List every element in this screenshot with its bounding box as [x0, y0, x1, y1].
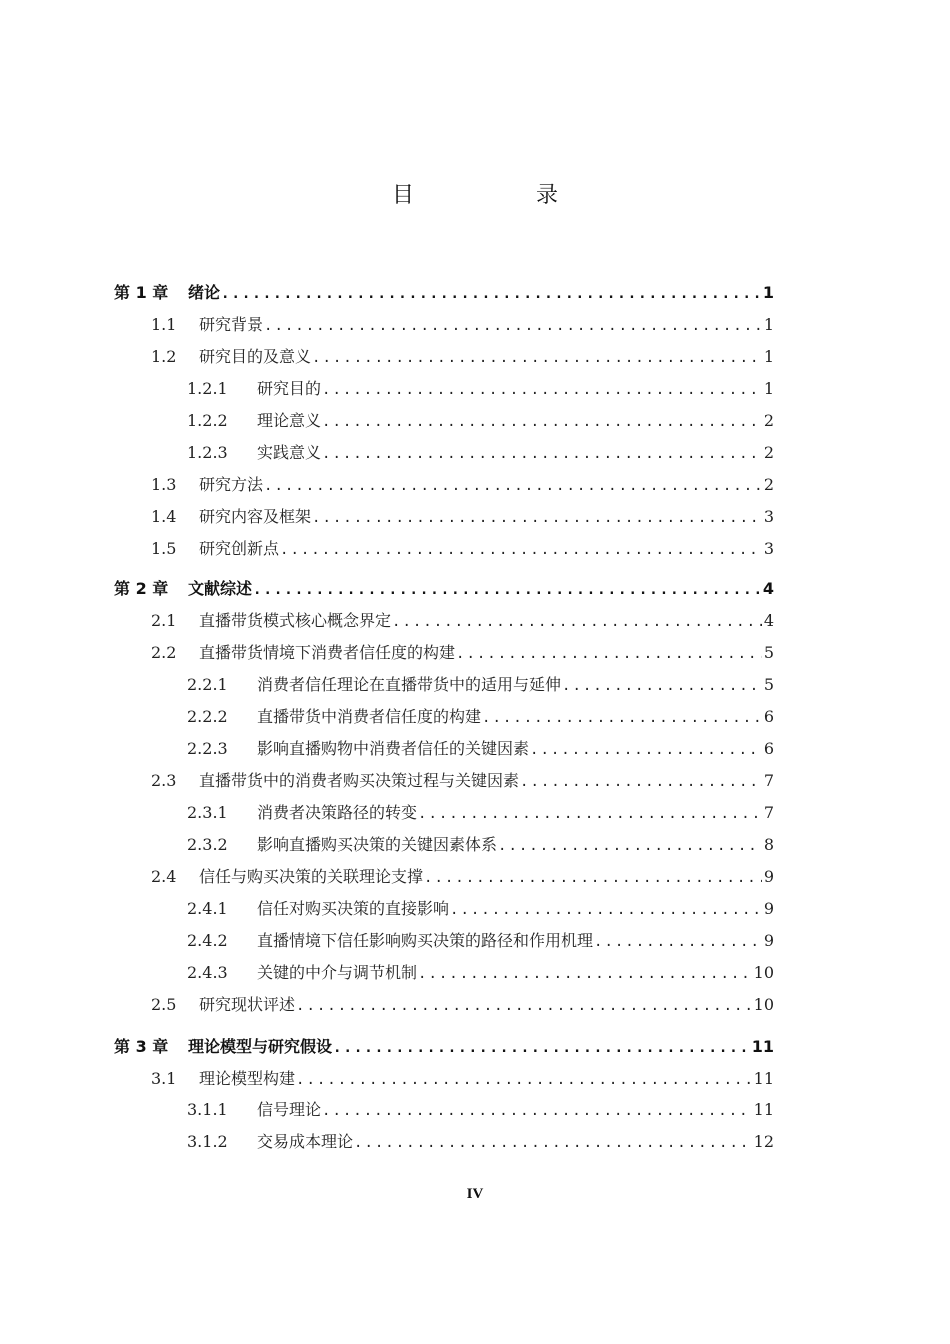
- toc-entry-title: 理论模型构建: [199, 1069, 296, 1088]
- toc-entry-title: 消费者信任理论在直播带货中的适用与延伸: [257, 675, 562, 694]
- toc-entry-page: 11: [751, 1037, 774, 1056]
- toc-entry-title: 研究内容及框架: [199, 507, 312, 526]
- toc-chapter-entry[interactable]: [114, 282, 774, 304]
- toc-entry-page: 2: [763, 411, 774, 430]
- toc-entry-title: 直播带货情境下消费者信任度的构建: [199, 643, 456, 662]
- toc-entry-number: 2.4: [151, 867, 177, 886]
- toc-entry-number: 1.2.1: [187, 379, 228, 398]
- toc-entry-page: 1: [763, 379, 774, 398]
- toc-leader-dots: [418, 803, 762, 825]
- toc-section-entry[interactable]: [151, 1068, 774, 1090]
- toc-section-entry[interactable]: [187, 378, 774, 400]
- toc-entry-title: 信任与购买决策的关联理论支撑: [199, 867, 424, 886]
- toc-entry-title: 消费者决策路径的转变: [257, 803, 418, 822]
- toc-leader-dots: [296, 995, 752, 1017]
- toc-entry-page: 1: [762, 283, 774, 302]
- toc-entry-title: 研究方法: [199, 475, 264, 494]
- toc-entry-title: 文献综述: [188, 579, 253, 598]
- toc-leader-dots: [482, 707, 762, 729]
- toc-leader-dots: [354, 1132, 752, 1154]
- toc-entry-number: 1.5: [151, 539, 177, 558]
- toc-section-entry[interactable]: [151, 642, 774, 664]
- toc-leader-dots: [280, 539, 762, 561]
- toc-entry-number: 第 1 章: [114, 283, 169, 302]
- toc-entry-number: 2.4.1: [187, 899, 228, 918]
- toc-entry-number: 2.3: [151, 771, 177, 790]
- toc-entry-title: 交易成本理论: [257, 1132, 354, 1151]
- toc-entry-number: 1.4: [151, 507, 177, 526]
- toc-entry-title: 影响直播购买决策的关键因素体系: [257, 835, 498, 854]
- toc-section-entry[interactable]: [187, 442, 774, 464]
- toc-entry-number: 1.1: [151, 315, 177, 334]
- toc-section-entry[interactable]: [187, 930, 774, 952]
- page-number: IV: [466, 1186, 484, 1202]
- toc-entry-number: 2.4.2: [187, 931, 228, 950]
- toc-entry-title: 研究目的: [257, 379, 322, 398]
- toc-entry-number: 第 2 章: [114, 579, 169, 598]
- toc-entry-number: 3.1.1: [187, 1100, 228, 1119]
- toc-section-entry[interactable]: [187, 706, 774, 728]
- toc-entry-page: 4: [762, 579, 774, 598]
- toc-entry-number: 2.1: [151, 611, 177, 630]
- toc-leader-dots: [418, 963, 752, 985]
- toc-entry-page: 11: [753, 1069, 774, 1088]
- toc-section-entry[interactable]: [187, 410, 774, 432]
- toc-leader-dots: [520, 771, 762, 793]
- toc-section-entry[interactable]: [187, 674, 774, 696]
- toc-entry-number: 3.1: [151, 1069, 177, 1088]
- toc-leader-dots: [424, 867, 762, 889]
- toc-leader-dots: [312, 347, 762, 369]
- toc-entry-page: 6: [763, 707, 774, 726]
- toc-entry-number: 1.2.2: [187, 411, 228, 430]
- toc-section-entry[interactable]: [187, 738, 774, 760]
- toc-section-entry[interactable]: [187, 898, 774, 920]
- toc-section-entry[interactable]: [151, 346, 774, 368]
- toc-section-entry[interactable]: [151, 474, 774, 496]
- toc-entry-page: 10: [753, 963, 774, 982]
- toc-leader-dots: [253, 579, 761, 601]
- toc-entry-page: 1: [763, 315, 774, 334]
- toc-entry-title: 研究现状评述: [199, 995, 296, 1014]
- toc-leader-dots: [322, 443, 762, 465]
- toc-entry-page: 9: [763, 899, 774, 918]
- toc-entry-title: 直播带货中消费者信任度的构建: [257, 707, 482, 726]
- toc-leader-dots: [450, 899, 762, 921]
- toc-section-entry[interactable]: [151, 538, 774, 560]
- toc-entry-page: 10: [753, 995, 774, 1014]
- toc-entry-number: 第 3 章: [114, 1037, 169, 1056]
- toc-section-entry[interactable]: [187, 1099, 774, 1121]
- toc-entry-number: 2.3.1: [187, 803, 228, 822]
- toc-entry-page: 11: [753, 1100, 774, 1119]
- toc-entry-title: 研究创新点: [199, 539, 280, 558]
- toc-leader-dots: [562, 675, 762, 697]
- toc-section-entry[interactable]: [151, 866, 774, 888]
- toc-entry-number: 2.2.1: [187, 675, 228, 694]
- toc-entry-page: 3: [763, 507, 774, 526]
- toc-entry-title: 绪论: [188, 283, 221, 302]
- toc-entry-number: 2.5: [151, 995, 177, 1014]
- toc-entry-title: 直播情境下信任影响购买决策的路径和作用机理: [257, 931, 594, 950]
- toc-section-entry[interactable]: [187, 802, 774, 824]
- toc-entry-number: 2.3.2: [187, 835, 228, 854]
- toc-entry-title: 信任对购买决策的直接影响: [257, 899, 450, 918]
- toc-entry-title: 关键的中介与调节机制: [257, 963, 418, 982]
- toc-leader-dots: [322, 379, 762, 401]
- toc-leader-dots: [264, 315, 762, 337]
- toc-section-entry[interactable]: [187, 1131, 774, 1153]
- toc-entry-title: 信号理论: [257, 1100, 322, 1119]
- toc-entry-number: 2.2.3: [187, 739, 228, 758]
- toc-entry-page: 9: [763, 867, 774, 886]
- toc-leader-dots: [296, 1069, 752, 1091]
- toc-entry-page: 12: [753, 1132, 774, 1151]
- toc-chapter-entry[interactable]: [114, 1036, 774, 1058]
- toc-entry-title: 理论模型与研究假设: [188, 1037, 333, 1056]
- toc-leader-dots: [392, 611, 762, 633]
- toc-section-entry[interactable]: [151, 610, 774, 632]
- toc-entry-title: 直播带货中的消费者购买决策过程与关键因素: [199, 771, 520, 790]
- toc-entry-page: 1: [763, 347, 774, 366]
- toc-entry-number: 2.2: [151, 643, 177, 662]
- toc-entry-number: 3.1.2: [187, 1132, 228, 1151]
- toc-entry-title: 研究背景: [199, 315, 264, 334]
- toc-entry-number: 2.2.2: [187, 707, 228, 726]
- toc-leader-dots: [594, 931, 762, 953]
- toc-leader-dots: [322, 411, 762, 433]
- toc-section-entry[interactable]: [187, 834, 774, 856]
- toc-chapter-entry[interactable]: [114, 578, 774, 600]
- toc-entry-number: 2.4.3: [187, 963, 228, 982]
- toc-section-entry[interactable]: [151, 770, 774, 792]
- toc-entry-number: 1.3: [151, 475, 177, 494]
- toc-section-entry[interactable]: [187, 962, 774, 984]
- toc-section-entry[interactable]: [151, 506, 774, 528]
- toc-entry-page: 5: [763, 643, 774, 662]
- toc-entry-number: 1.2: [151, 347, 177, 366]
- page-title: 目 录: [391, 183, 608, 208]
- toc-leader-dots: [221, 283, 761, 305]
- toc-entry-title: 研究目的及意义: [199, 347, 312, 366]
- toc-section-entry[interactable]: [151, 314, 774, 336]
- toc-leader-dots: [264, 475, 762, 497]
- toc-leader-dots: [322, 1100, 752, 1122]
- toc-entry-title: 直播带货模式核心概念界定: [199, 611, 392, 630]
- toc-leader-dots: [312, 507, 762, 529]
- toc-leader-dots: [333, 1037, 750, 1059]
- toc-entry-title: 理论意义: [257, 411, 322, 430]
- toc-entry-title: 实践意义: [257, 443, 322, 462]
- toc-entry-page: 6: [763, 739, 774, 758]
- toc-leader-dots: [456, 643, 762, 665]
- toc-entry-page: 5: [763, 675, 774, 694]
- toc-leader-dots: [498, 835, 762, 857]
- toc-entry-page: 9: [763, 931, 774, 950]
- toc-entry-page: 7: [763, 771, 774, 790]
- toc-section-entry[interactable]: [151, 994, 774, 1016]
- toc-entry-page: 8: [763, 835, 774, 854]
- toc-entry-title: 影响直播购物中消费者信任的关键因素: [257, 739, 530, 758]
- toc-entry-page: 2: [763, 443, 774, 462]
- toc-entry-page: 4: [763, 611, 774, 630]
- toc-entry-page: 2: [763, 475, 774, 494]
- toc-entry-page: 3: [763, 539, 774, 558]
- toc-entry-page: 7: [763, 803, 774, 822]
- toc-entry-number: 1.2.3: [187, 443, 228, 462]
- toc-leader-dots: [530, 739, 762, 761]
